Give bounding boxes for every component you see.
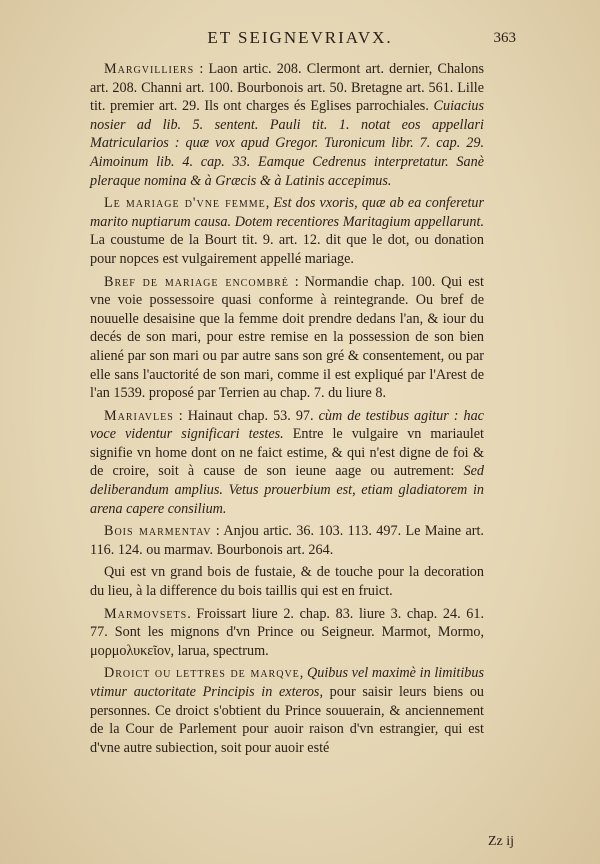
- entry-rest: pour saisir leurs biens ou personnes. Ce droict s'obtient du Prince souuerain, & anciennement de la Cour de Parlement pour auoir raison d'vn estrangier, qui est d'vne autre subiection, soit pour auoir esté: [90, 684, 485, 756]
- entry-marguilliers: [90, 60, 484, 190]
- entry-text: Qui est vn grand bois de fustaie, & de touche pour la decoration du lieu, à la difference du bois taillis qui est en fruict.: [90, 564, 484, 600]
- entry-rest: La coustume de la Bourt tit. 9. art. 12. dit que le dot, ou donation pour nopces est vulgairement appellé mariage.: [90, 232, 484, 267]
- entry-sep: :: [288, 273, 305, 290]
- entry-bois-marmentau: [90, 522, 484, 559]
- entry-latin: Est dos vxoris, quæ ab ea conferetur marito nuptiarum causa. Dotem recentiores Maritagium appellarunt.: [90, 195, 484, 230]
- entry-text: Froissart liure 2. chap. 83. liure 3. chap. 24. 61. 77. Sont les mignons d'vn Prince ou Seigneur. Marmot, Mormo, μορμολυκεῖον, larua, spectrum.: [90, 605, 485, 659]
- entry-bois-definition: [90, 563, 484, 600]
- entry-sep: .: [187, 605, 197, 622]
- entry-latin: Cuiacius nosier ad lib. 5. sentent. Pauli tit. 1. notat eos appellari Matricularios : quæ vox apud Gregor. Turonicum libr. 7. cap. 29. Aimoinum lib. 4. cap. 33. Eamque Cedrenus interpretatur. Sanè pleraque nomina & à Græcis & à Latinis accepimus.: [90, 98, 484, 189]
- entry-latin: cùm de testibus agitur : hac voce videntur significari testes.: [90, 407, 484, 443]
- entry-latin: Quibus vel maximè in limitibus vtimur auctoritate Principis in exteros,: [90, 665, 484, 700]
- entry-term: Mariavles: [104, 407, 174, 424]
- entry-sep: :: [211, 523, 224, 540]
- entry-term: Droict ou lettres de marqve: [104, 665, 300, 682]
- entry-text: Hainaut chap. 53. 97.: [187, 407, 314, 424]
- entry-latin-proverb: Sed deliberandum amplius. Vetus prouerbium est, etiam gladiatorem in arena capere consilium.: [90, 463, 484, 517]
- entry-sep: :: [173, 407, 188, 424]
- entry-text: Anjou artic. 36. 103. 113. 497. Le Maine art. 116. 124. ou marmav. Bourbonois art. 264.: [90, 523, 484, 558]
- page-header: [0, 28, 600, 58]
- entry-rest: Entre le vulgaire vn mariaulet signifie vn home dont on ne faict estime, & qui n'est digne de foi & de croire, soit à cause de son ieune aage ou autrement:: [90, 426, 484, 480]
- entry-text: Laon artic. 208. Clermont art. dernier, Chalons art. 208. Channi art. 100. Bourbonois art. 50. Bretagne art. 561. Lille tit. premier art. 29. Ils ont charges és Eglises parrochiales.: [90, 61, 484, 115]
- entry-marmousets: [90, 605, 484, 661]
- running-head: ET SEIGNEVRIAVX.: [207, 28, 393, 47]
- entry-term: Bois marmentav: [104, 523, 212, 540]
- entry-term: Le mariage d'vne femme: [104, 195, 266, 212]
- entry-mariaules: [90, 407, 484, 519]
- entry-term: Bref de mariage encombré: [104, 273, 289, 290]
- entry-text: Normandie chap. 100. Qui est vne voie possessoire quasi conforme à reintegrande. Ou bref de nouuelle desaisine que la femme doit prendre dedans l'an, & iour du decés de son mari, pour estre remise en la possession de son bien aliené par son mari ou par autre sans son gré & consentement, ou par elle sans l'auctorité de son mari, comme il est expliqué par l'Arest de l'an 1539. proposé par Terrien au chap. 7. du liure 8.: [90, 273, 484, 402]
- entry-mariage: [90, 194, 484, 268]
- entry-bref-de-mariage: [90, 273, 484, 403]
- text-block: [90, 60, 484, 761]
- entry-sep: ,: [299, 665, 307, 682]
- entry-lettres-de-marque: [90, 664, 484, 757]
- page-number: 363: [493, 30, 516, 46]
- catchword: Zz ij: [487, 834, 514, 849]
- entry-term: Margvilliers: [104, 61, 195, 77]
- entry-term: Marmovsets: [104, 605, 188, 622]
- entry-sep: ,: [265, 195, 274, 212]
- entry-sep: :: [194, 61, 209, 77]
